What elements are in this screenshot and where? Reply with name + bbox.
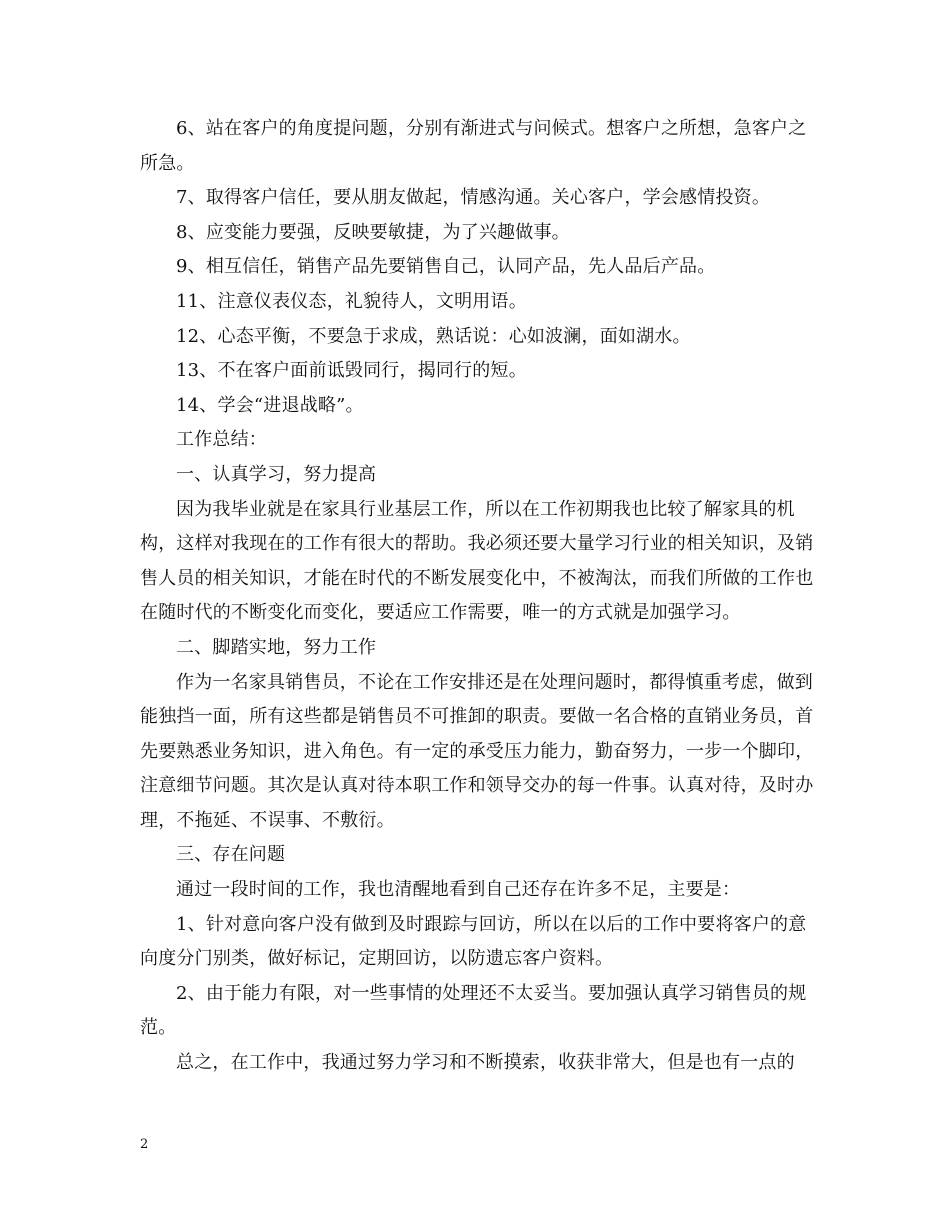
paragraph: 通过一段时间的工作，我也清醒地看到自己还存在许多不足，主要是： — [176, 879, 741, 901]
paragraph: 11、注意仪表仪态，礼貌待人，文明用语。 — [176, 290, 527, 312]
section-heading: 二、脚踏实地，努力工作 — [176, 636, 377, 658]
section-heading: 三、存在问题 — [176, 844, 286, 866]
paragraph: 8、应变能力要强，反映要敏捷，为了兴趣做事。 — [176, 221, 570, 243]
paragraph: 13、不在客户面前诋毁同行，揭同行的短。 — [176, 360, 527, 382]
page-number: 2 — [140, 1137, 149, 1152]
document-body — [140, 112, 820, 1081]
paragraph: 14、学会“进退战略”。 — [176, 394, 364, 416]
paragraph: 1、针对意向客户没有做到及时跟踪与回访，所以在以后的工作中要将客户的意向度分门别类，做好标记，定期回访，以防遗忘客户资料。 — [140, 913, 807, 970]
paragraph: 因为我毕业就是在家具行业基层工作，所以在工作初期我也比较了解家具的机构，这样对我现在的工作有很大的帮助。我必须还要大量学习行业的相关知识，及销售人员的相关知识，才能在时代的不断发展变化中，不被淘汰，而我们所做的工作也在随时代的不断变化而变化，要适应工作需要，唯一的方式就是加强学习。 — [140, 498, 814, 624]
paragraph: 12、心态平衡，不要急于求成，熟话说：心如波澜，面如湖水。 — [176, 325, 691, 347]
section-heading: 一、认真学习，努力提高 — [176, 463, 377, 485]
paragraph: 6、站在客户的角度提问题，分别有渐进式与问候式。想客户之所想，急客户之所急。 — [140, 118, 807, 174]
section-heading: 工作总结： — [176, 429, 267, 451]
paragraph: 7、取得客户信任，要从朋友做起，情感沟通。关心客户，学会感情投资。 — [176, 187, 771, 209]
paragraph: 作为一名家具销售员，不论在工作安排还是在处理问题时，都得慎重考虑，做到能独挡一面，所有这些都是销售员不可推卸的职责。要做一名合格的直销业务员，首先要熟悉业务知识，进入角色。有一定的承受压力能力，勤奋努力，一步一个脚印，注意细节问题。其次是认真对待本职工作和领导交办的每一件事。认真对待，及时办理，不拖延、不误事、不敷衍。 — [140, 671, 814, 831]
paragraph: 总之，在工作中，我通过努力学习和不断摸索，收获非常大，但是也有一点的 — [176, 1052, 795, 1074]
paragraph: 2、由于能力有限，对一些事情的处理还不太妥当。要加强认真学习销售员的规范。 — [140, 982, 807, 1039]
paragraph: 9、相互信任，销售产品先要销售自己，认同产品，先人品后产品。 — [176, 256, 716, 278]
